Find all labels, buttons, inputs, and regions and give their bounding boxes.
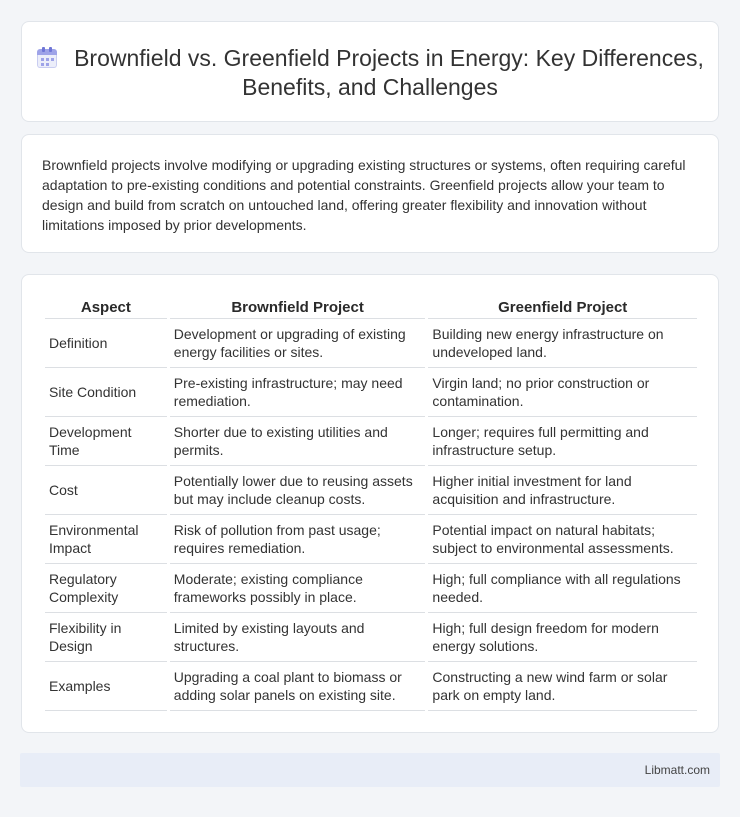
table-header-row: [45, 295, 697, 319]
intro-card: [21, 134, 719, 253]
calendar-icon: [36, 47, 58, 69]
footer: [20, 753, 720, 787]
page-title-text: Brownfield vs. Greenfield Projects in Energy: Key Differences, Benefits, and Challenges: [74, 45, 704, 100]
aspect-cell: Site Condition: [45, 368, 167, 417]
greenfield-cell: Longer; requires full permitting and infrastructure setup.: [428, 417, 697, 466]
brownfield-cell: Development or upgrading of existing energy facilities or sites.: [170, 319, 426, 368]
table-row: [45, 662, 697, 711]
aspect-cell: Definition: [45, 319, 167, 368]
comparison-table: [42, 295, 700, 711]
brownfield-cell: Limited by existing layouts and structures.: [170, 613, 426, 662]
page-title: [22, 44, 718, 102]
aspect-cell: Flexibility in Design: [45, 613, 167, 662]
greenfield-cell: Constructing a new wind farm or solar park on empty land.: [428, 662, 697, 711]
brownfield-cell: Shorter due to existing utilities and permits.: [170, 417, 426, 466]
greenfield-cell: Building new energy infrastructure on undeveloped land.: [428, 319, 697, 368]
aspect-cell: Development Time: [45, 417, 167, 466]
header-brownfield: Brownfield Project: [170, 295, 426, 319]
footer-brand: Libmatt.com: [644, 763, 710, 777]
header-greenfield: Greenfield Project: [428, 295, 697, 319]
table-row: [45, 319, 697, 368]
table-row: [45, 613, 697, 662]
brownfield-cell: Potentially lower due to reusing assets but may include cleanup costs.: [170, 466, 426, 515]
greenfield-cell: High; full compliance with all regulations needed.: [428, 564, 697, 613]
brownfield-cell: Moderate; existing compliance frameworks possibly in place.: [170, 564, 426, 613]
aspect-cell: Cost: [45, 466, 167, 515]
brownfield-cell: Upgrading a coal plant to biomass or adding solar panels on existing site.: [170, 662, 426, 711]
title-card: [21, 21, 719, 122]
greenfield-cell: Virgin land; no prior construction or contamination.: [428, 368, 697, 417]
greenfield-cell: High; full design freedom for modern energy solutions.: [428, 613, 697, 662]
intro-paragraph: Brownfield projects involve modifying or upgrading existing structures or systems, often requiring careful adaptation to pre-existing conditions and potential constraints. Greenfield projects allow your team to design and build from scratch on untouched land, offering greater flexibility and innovation without limitations imposed by prior developments.: [42, 157, 686, 233]
comparison-card: [21, 274, 719, 733]
aspect-cell: Environmental Impact: [45, 515, 167, 564]
greenfield-cell: Higher initial investment for land acquisition and infrastructure.: [428, 466, 697, 515]
table-row: [45, 564, 697, 613]
table-row: [45, 368, 697, 417]
brownfield-cell: Risk of pollution from past usage; requires remediation.: [170, 515, 426, 564]
brownfield-cell: Pre-existing infrastructure; may need remediation.: [170, 368, 426, 417]
aspect-cell: Regulatory Complexity: [45, 564, 167, 613]
table-row: [45, 417, 697, 466]
greenfield-cell: Potential impact on natural habitats; subject to environmental assessments.: [428, 515, 697, 564]
header-aspect: Aspect: [45, 295, 167, 319]
table-row: [45, 515, 697, 564]
table-row: [45, 466, 697, 515]
aspect-cell: Examples: [45, 662, 167, 711]
